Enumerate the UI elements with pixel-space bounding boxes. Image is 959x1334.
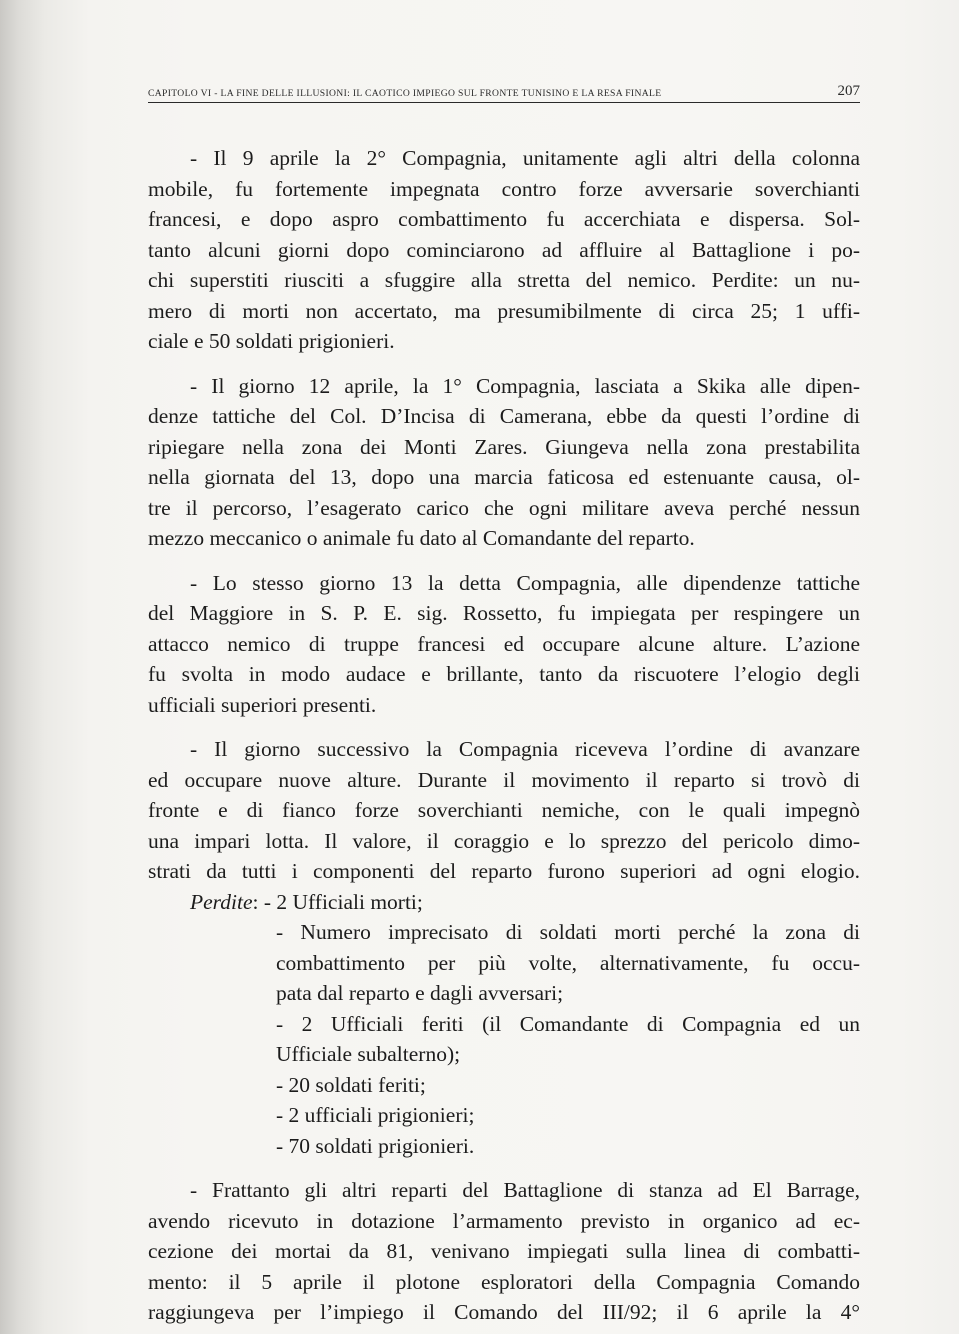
text-line: - Il giorno 12 aprile, la 1° Compagnia, lasciata a Skika alle dipen-: [190, 373, 860, 398]
paragraph-3: [148, 568, 860, 721]
losses-item: - 2 ufficiali prigionieri;: [276, 1103, 475, 1127]
text-line: mero di morti non accertato, ma presumibilmente di circa 25; 1 uffi-: [148, 298, 860, 323]
running-title: CAPITOLO VI - LA FINE DELLE ILLUSIONI: IL CAOTICO IMPIEGO SUL FRONTE TUNISINO E LA RESA FINALE: [148, 88, 662, 99]
paragraph-5: [148, 1175, 860, 1328]
text-line: francesi, e dopo aspro combattimento fu accerchiata e dispersa. Sol-: [148, 207, 860, 231]
text-line: fu svolta in modo audace e brillante, tanto da riscuotere l’elogio degli: [148, 662, 860, 686]
losses-list: [148, 887, 860, 1162]
losses-item: - 70 soldati prigionieri.: [276, 1133, 475, 1158]
losses-item: - 2 Ufficiali feriti (il Comandante di Compagnia ed un: [276, 1011, 860, 1036]
text-line: ripiegare nella zona dei Monti Zares. Giungeva nella zona prestabilita: [148, 434, 860, 459]
losses-item: Ufficiale subalterno);: [276, 1042, 461, 1066]
text-line: ed occupare nuove alture. Durante il movimento il reparto si trovò di: [148, 767, 860, 792]
text-line: mezzo meccanico o animale fu dato al Comandante del reparto.: [148, 526, 695, 550]
text-line: una impari lotta. Il valore, il coraggio e lo sprezzo del pericolo dimo-: [148, 828, 860, 853]
losses-first-line: Perdite: - 2 Ufficiali morti;: [190, 889, 423, 914]
losses-item: - 20 soldati feriti;: [276, 1072, 426, 1097]
body-text: [148, 143, 860, 1328]
losses-item: - 2 Ufficiali morti;: [263, 889, 423, 914]
text-line: attacco nemico di truppe francesi ed occupare alcune alture. L’azione: [148, 631, 860, 656]
text-line: mobile, fu fortemente impegnata contro forze avversarie soverchianti: [148, 176, 860, 201]
running-header: [148, 82, 860, 103]
text-line: mento: il 5 aprile il plotone esploratori della Compagnia Comando: [148, 1269, 860, 1294]
text-line: fronte e di fianco forze soverchianti nemiche, con le quali impegnò: [148, 798, 860, 822]
paragraph-4: [148, 734, 860, 887]
text-line: cezione dei mortai da 81, venivano impiegati sulla linea di combatti-: [148, 1239, 860, 1263]
text-line: ciale e 50 soldati prigionieri.: [148, 329, 395, 353]
text-line: raggiungeva per l’impiego il Comando del III/92; il 6 aprile la 4°: [148, 1300, 860, 1324]
text-line: tre il percorso, l’esagerato carico che ogni militare aveva perché nessun: [148, 495, 860, 520]
text-line: nella giornata del 13, dopo una marcia faticosa ed estenuante causa, ol-: [148, 465, 860, 489]
text-line: chi superstiti riusciti a sfuggire alla stretta del nemico. Perdite: un nu-: [148, 268, 860, 292]
text-line: - Il giorno successivo la Compagnia riceveva l’ordine di avanzare: [190, 737, 860, 761]
text-line: tanto alcuni giorni dopo cominciarono ad affluire al Battaglione i po-: [148, 237, 860, 262]
text-line: - Il 9 aprile la 2° Compagnia, unitamente agli altri della colonna: [190, 146, 860, 170]
text-line: - Frattanto gli altri reparti del Battaglione di stanza ad El Barrage,: [190, 1178, 860, 1202]
losses-label: Perdite: [190, 889, 253, 914]
page-number: 207: [837, 83, 860, 99]
text-line: strati da tutti i componenti del reparto furono superiori ad ogni elogio.: [148, 859, 860, 883]
text-line: del Maggiore in S. P. E. sig. Rossetto, fu impiegata per respingere un: [148, 601, 860, 625]
text-line: denze tattiche del Col. D’Incisa di Camerana, ebbe da questi l’ordine di: [148, 404, 860, 428]
paragraph-2: [148, 371, 860, 554]
paragraph-1: [148, 143, 860, 357]
losses-item: combattimento per più volte, alternativamente, fu occu-: [276, 950, 860, 975]
losses-item: - Numero imprecisato di soldati morti perché la zona di: [276, 920, 860, 944]
losses-item: pata dal reparto e dagli avversari;: [276, 981, 564, 1005]
text-line: avendo ricevuto in dotazione l’armamento previsto in organico ad ec-: [148, 1208, 860, 1233]
text-line: ufficiali superiori presenti.: [148, 692, 377, 717]
text-line: - Lo stesso giorno 13 la detta Compagnia, alle dipendenze tattiche: [190, 570, 860, 595]
